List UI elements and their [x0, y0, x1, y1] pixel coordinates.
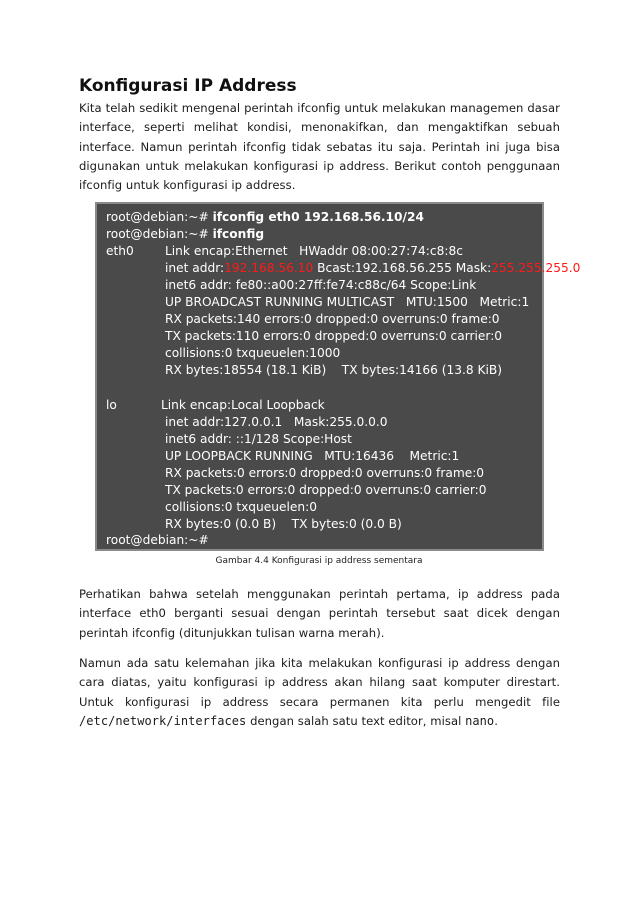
explanation-paragraph: Perhatikan bahwa setelah menggunakan perintah pertama, ip address pada interface eth0 berganti sesuai dengan perintah tersebut saat dicek dengan perintah ifconfig (ditunjukkan tulisan warna merah).: [79, 587, 560, 640]
prompt: root@debian:~#: [106, 210, 213, 224]
lo-line: Link encap:Local Loopback: [161, 398, 325, 412]
editor-name: nano: [465, 713, 495, 728]
command-text: ifconfig: [212, 227, 265, 241]
terminal-line-cmd2: [106, 226, 264, 242]
command-text: ifconfig eth0 192.168.56.10/24: [212, 210, 424, 224]
lo-line: inet addr:127.0.0.1 Mask:255.0.0.0: [165, 415, 388, 429]
paragraph-text: Namun ada satu kelemahan jika kita melakukan konfigurasi ip address dengan cara diatas, yaitu konfigurasi ip address akan hilang saat komputer direstart. Untuk konfigurasi ip address secara permanen kita perlu mengedit file: [79, 656, 560, 709]
highlight-ip: 192.168.56.10: [224, 261, 314, 275]
iface-name-lo: lo: [106, 398, 117, 412]
section-title: Konfigurasi IP Address: [79, 76, 297, 96]
prompt: root@debian:~#: [106, 227, 213, 241]
eth0-line: collisions:0 txqueuelen:1000: [165, 346, 341, 360]
intro-paragraph: Kita telah sedikit mengenal perintah ifconfig untuk melakukan managemen dasar interface, seperti melihat kondisi, menonakifkan, dan mengaktifkan sebuah interface. Namun perintah ifconfig tidak sebatas itu saja. Perintah ini juga bisa digunakan untuk melakukan konfigurasi ip address. Berikut contoh penggunaan ifconfig untuk konfigurasi ip address.: [79, 101, 560, 193]
permanent-config-paragraph: [79, 654, 560, 731]
lo-line: RX packets:0 errors:0 dropped:0 overruns:0 frame:0: [165, 466, 485, 480]
lo-line: collisions:0 txqueuelen:0: [165, 500, 317, 514]
highlight-mask: 255.255.255.0: [491, 261, 581, 275]
terminal-screenshot: [95, 202, 581, 551]
terminal-final-prompt: root@debian:~#: [106, 533, 209, 547]
inet-label: inet addr:: [165, 261, 225, 275]
lo-line: TX packets:0 errors:0 dropped:0 overruns:0 carrier:0: [165, 483, 487, 497]
paragraph-text: dengan salah satu text editor, misal: [246, 713, 466, 728]
bcast-text: Bcast:192.168.56.255 Mask:: [313, 261, 492, 275]
figure-caption: Gambar 4.4 Konfigurasi ip address sementara: [215, 556, 423, 566]
eth0-line: UP BROADCAST RUNNING MULTICAST MTU:1500 Metric:1: [165, 295, 530, 309]
paragraph-text: .: [494, 713, 498, 728]
eth0-line: inet6 addr: fe80::a00:27ff:fe74:c88c/64 Scope:Link: [165, 278, 477, 292]
lo-line: UP LOOPBACK RUNNING MTU:16436 Metric:1: [165, 449, 460, 463]
eth0-line: RX bytes:18554 (18.1 KiB) TX bytes:14166 (13.8 KiB): [165, 363, 503, 377]
eth0-line: TX packets:110 errors:0 dropped:0 overruns:0 carrier:0: [165, 329, 503, 343]
eth0-line: RX packets:140 errors:0 dropped:0 overruns:0 frame:0: [165, 312, 500, 326]
eth0-line: Link encap:Ethernet HWaddr 08:00:27:74:c8:8c: [165, 244, 463, 258]
iface-name-eth0: eth0: [106, 244, 134, 258]
file-path: /etc/network/interfaces: [79, 713, 247, 728]
lo-line: RX bytes:0 (0.0 B) TX bytes:0 (0.0 B): [165, 517, 402, 531]
eth0-inet-line: [165, 260, 580, 276]
lo-line: inet6 addr: ::1/128 Scope:Host: [165, 432, 352, 446]
terminal-line-cmd1: [106, 209, 424, 225]
